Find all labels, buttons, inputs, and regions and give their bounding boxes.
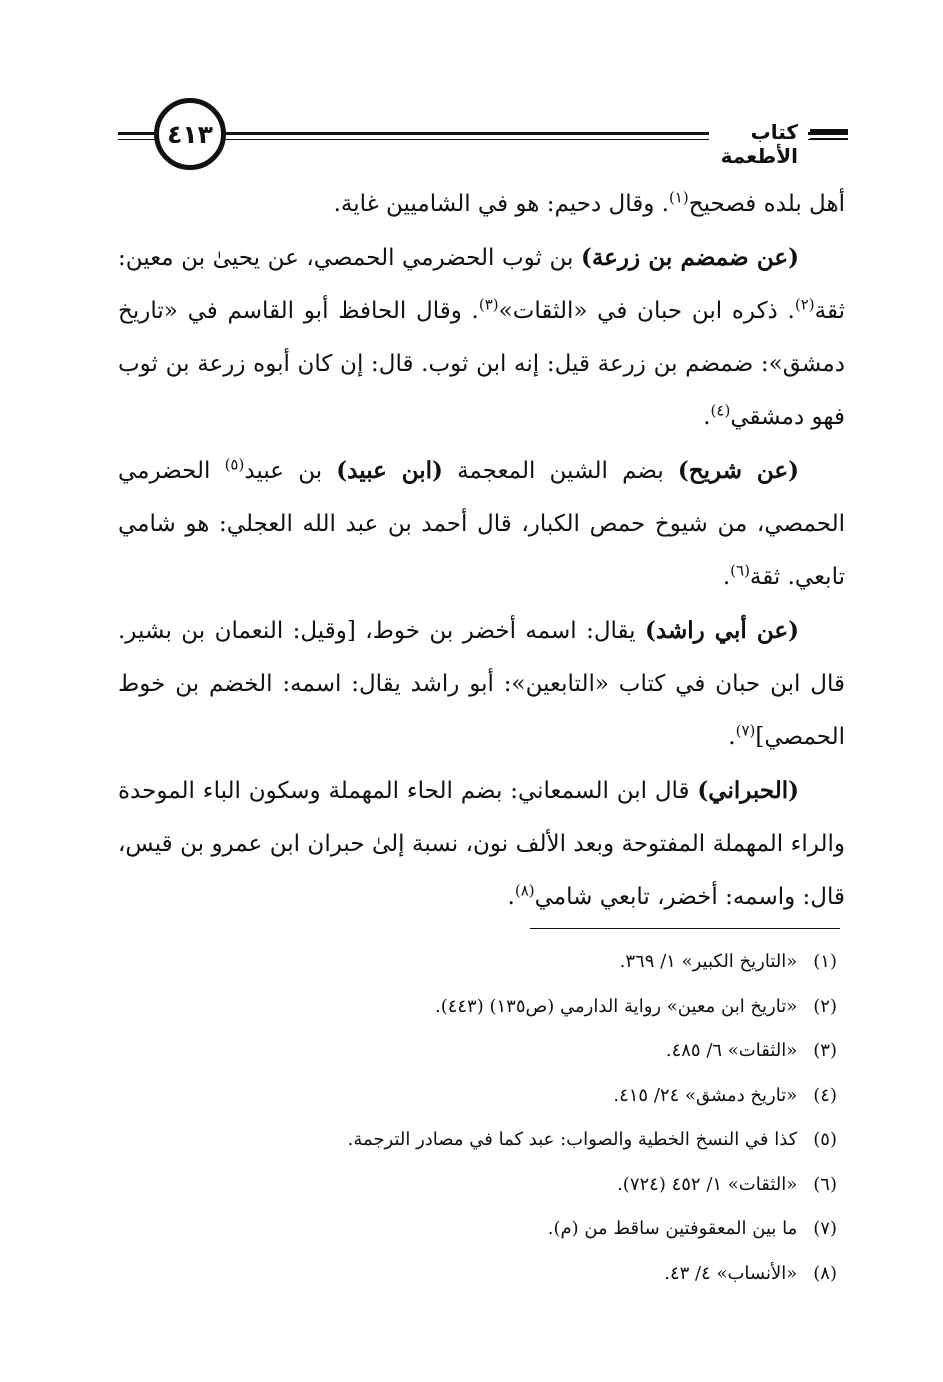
footnote-item — [118, 940, 845, 985]
footnote-text: «الثقات» ١/ ٤٥٢ (٧٢٤). — [617, 1173, 798, 1195]
running-title: كتاب الأطعمة — [709, 120, 808, 168]
footnote-text: كذا في النسخ الخطية والصواب: عبد كما في مصادر الترجمة. — [347, 1129, 798, 1150]
entry-heading: (عن أبي راشد) — [644, 617, 799, 644]
text-span: . ذكره ابن حبان في «الثقات» — [498, 298, 795, 324]
footnote-number: (٦) — [813, 1173, 837, 1195]
footnote-text: «تاريخ دمشق» ٢٤/ ٤١٥. — [613, 1084, 798, 1106]
text-span: . — [703, 404, 711, 430]
paragraph-5 — [118, 764, 845, 924]
footnote-item — [118, 1029, 845, 1074]
footnote-text: «الثقات» ٦/ ٤٨٥. — [665, 1040, 798, 1061]
footnote-item — [118, 1118, 845, 1163]
footnote-number: (٧) — [813, 1218, 837, 1239]
footnote-number: (٨) — [813, 1262, 837, 1284]
footnote-text: ما بين المعقوفتين ساقط من (م). — [547, 1218, 798, 1239]
text-span: بن ثوب الحضرمي الحمصي، عن يحيىٰ بن معين: ثقة — [118, 245, 845, 324]
footnote-item — [118, 1252, 845, 1297]
footnote-ref: (٥) — [224, 455, 245, 474]
footnote-item — [118, 1074, 845, 1119]
paragraph-4 — [118, 604, 845, 764]
footnote-ref: (٣) — [478, 295, 499, 314]
footnote-text: «الأنساب» ٤/ ٤٣. — [664, 1262, 798, 1284]
text-span: قال ابن السمعاني: بضم الحاء المهملة وسكون الباء الموحدة والراء المهملة المفتوحة وبعد الألف نون، نسبة إلىٰ حبران ابن عمرو بن قيس، قال: واسمه: أخضر، تابعي شامي — [118, 778, 845, 910]
page-number: ٤١٣ — [167, 119, 213, 149]
text-span: . وقال الحافظ أبو القاسم في «تاريخ دمشق»: ضمضم بن زرعة قيل: إنه ابن ثوب. قال: إن كان أبوه زرعة بن ثوب فهو دمشقي — [118, 298, 845, 430]
footnote-ref: (٤) — [710, 401, 731, 420]
footnote-ref: (٨) — [514, 881, 535, 900]
entry-heading: (عن شريح) — [677, 457, 800, 484]
footnote-number: (٢) — [813, 995, 837, 1017]
text-span: أهل بلده فصحيح — [688, 191, 845, 217]
header-dash-thin — [810, 138, 848, 139]
text-span: . — [728, 724, 736, 750]
text-span: يقال: اسمه أخضر بن خوط، [وقيل: النعمان بن بشير. قال ابن حبان في كتاب «التابعين»: أبو راشد يقال: اسمه: الخضم بن خوط الحمصي] — [118, 618, 845, 750]
footnotes — [118, 940, 845, 1296]
footnote-divider — [530, 928, 840, 929]
text-span: الحضرمي الحمصي، من شيوخ حمص الكبار، قال أحمد بن عبد الله العجلي: هو شامي تابعي. ثقة — [118, 458, 845, 590]
text-span: بن عبيد — [244, 458, 337, 484]
main-text — [118, 178, 845, 924]
footnote-item — [118, 985, 845, 1030]
paragraph-3 — [118, 444, 845, 604]
footnote-number: (٤) — [813, 1084, 837, 1106]
footnote-text: «التاريخ الكبير» ١/ ٣٦٩. — [619, 951, 798, 972]
footnote-ref: (٢) — [794, 295, 815, 314]
footnote-ref: (١) — [668, 188, 689, 207]
footnote-ref: (٧) — [735, 721, 756, 740]
header-dash-thick — [810, 129, 848, 132]
page-number-badge — [154, 98, 226, 170]
text-span: . — [507, 884, 515, 910]
footnote-text: «تاريخ ابن معين» رواية الدارمي (ص١٣٥) (٤٤٣). — [434, 995, 798, 1017]
footnote-number: (٣) — [813, 1040, 837, 1061]
paragraph-2 — [118, 231, 845, 444]
page-header — [118, 98, 848, 174]
entry-heading: (الحبراني) — [697, 777, 799, 804]
entry-heading: (عن ضمضم بن زرعة) — [580, 244, 799, 271]
footnote-item — [118, 1163, 845, 1208]
footnote-item — [118, 1207, 845, 1252]
paragraph-1 — [118, 178, 845, 231]
entry-heading: (ابن عبيد) — [336, 457, 443, 484]
text-span: . وقال دحيم: هو في الشاميين غاية. — [333, 191, 669, 217]
text-span: بضم الشين المعجمة — [442, 458, 678, 484]
footnote-ref: (٦) — [730, 561, 750, 580]
text-span: . — [722, 564, 731, 590]
footnote-number: (١) — [813, 951, 837, 972]
footnote-number: (٥) — [813, 1129, 837, 1150]
